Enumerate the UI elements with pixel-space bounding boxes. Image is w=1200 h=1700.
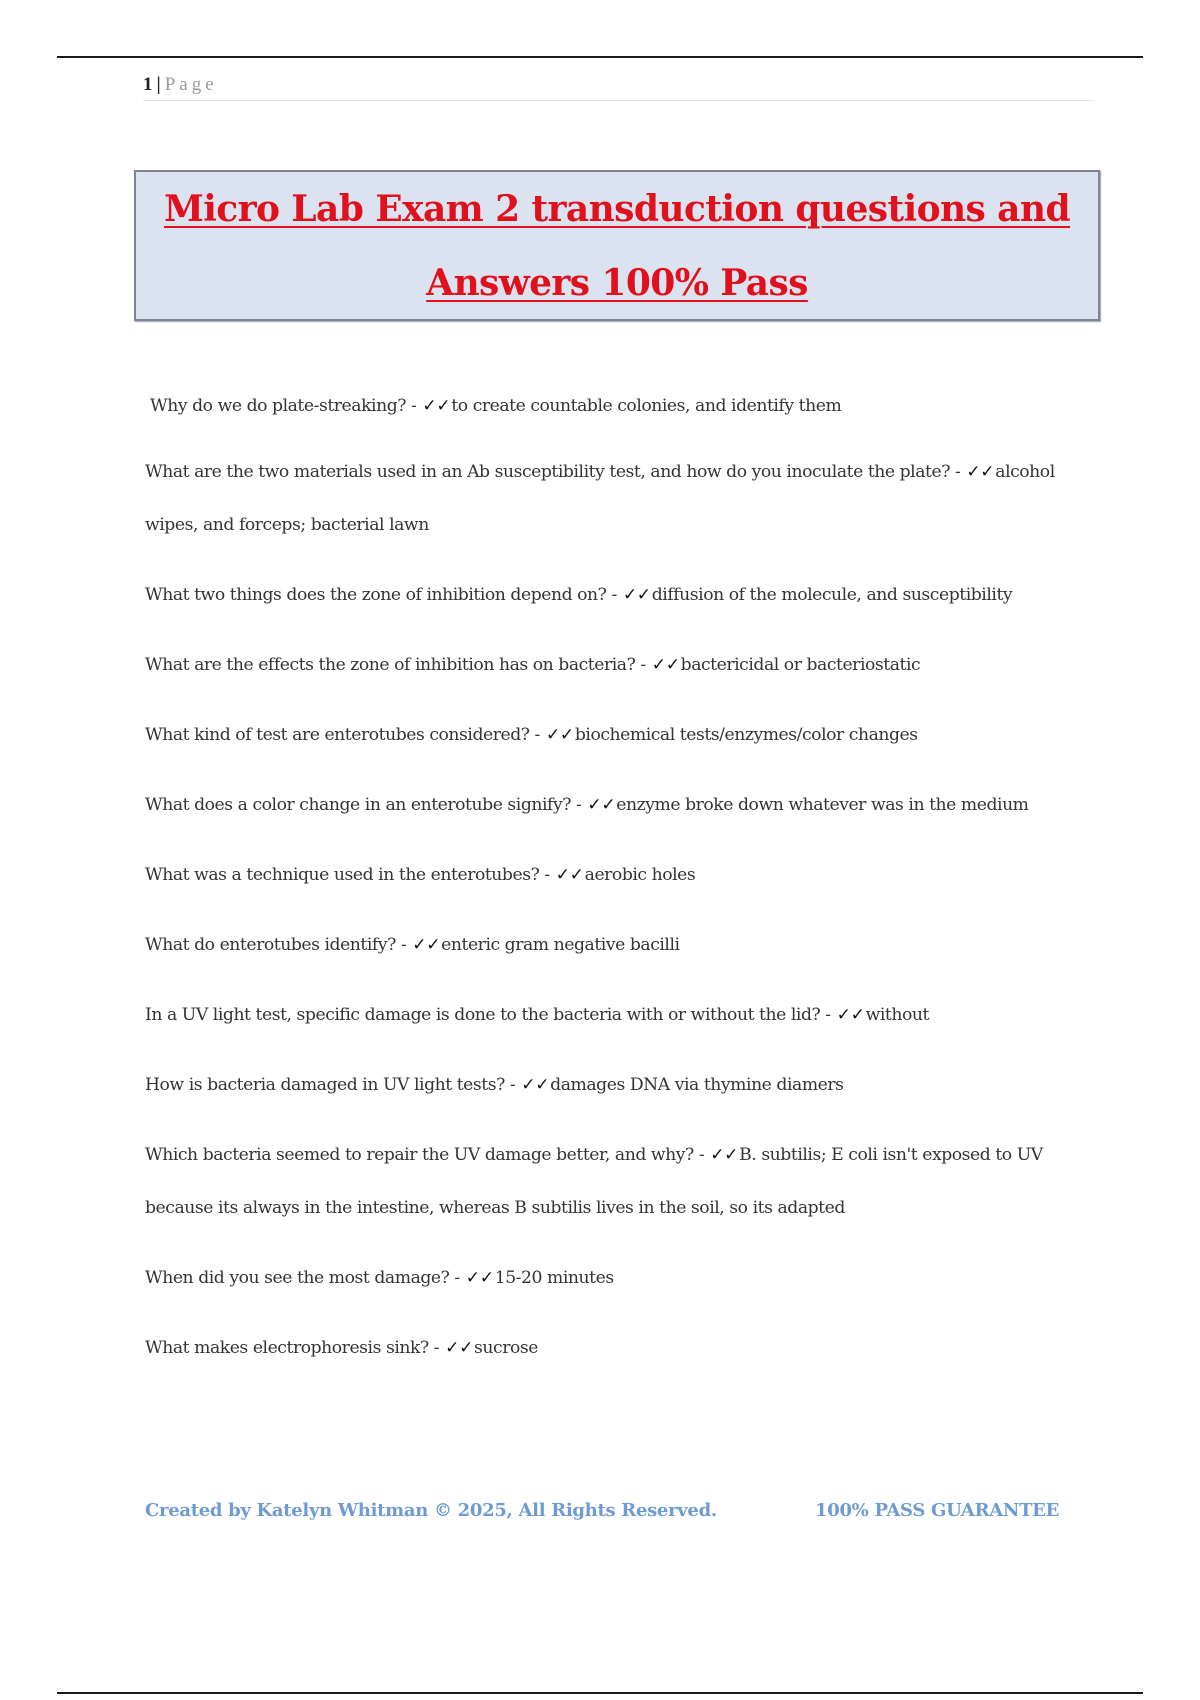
double-check-icon: ✓✓: [555, 865, 584, 885]
page-header: [143, 72, 1093, 101]
question-text: In a UV light test, specific damage is done to the bacteria with or without the lid? -: [145, 1005, 836, 1025]
double-check-icon: ✓✓: [445, 1338, 474, 1358]
answer-text: enteric gram negative bacilli: [441, 935, 680, 955]
title-box: [134, 170, 1100, 321]
guarantee-text: 100% PASS GUARANTEE: [815, 1500, 1059, 1521]
question-text: Why do we do plate-streaking? -: [150, 396, 422, 416]
answer-text: diffusion of the molecule, and susceptibility: [651, 585, 1013, 605]
question-text: What are the two materials used in an Ab susceptibility test, and how do you inoculate the plate? -: [145, 462, 966, 482]
question-text: What are the effects the zone of inhibition has on bacteria? -: [145, 655, 651, 675]
question-text: What was a technique used in the enterotubes? -: [145, 865, 555, 885]
page-separator: |: [156, 74, 161, 95]
qa-item: [145, 639, 1105, 692]
qa-item: [145, 989, 1105, 1042]
double-check-icon: ✓✓: [587, 795, 616, 815]
qa-item: [145, 709, 1105, 762]
top-rule: [57, 56, 1143, 58]
qa-item: [145, 1252, 1105, 1305]
double-check-icon: ✓✓: [521, 1075, 550, 1095]
answer-text: without: [865, 1005, 929, 1025]
answer-text: B. subtilis; E coli isn't exposed to UV because its always in the intestine, whereas B subtilis lives in the soil, so its adapted: [145, 1145, 1043, 1218]
qa-item: [145, 779, 1105, 832]
double-check-icon: ✓✓: [422, 396, 451, 416]
qa-item: [145, 919, 1105, 972]
answer-text: sucrose: [474, 1338, 538, 1358]
question-text: What kind of test are enterotubes considered? -: [145, 725, 545, 745]
answer-text: aerobic holes: [584, 865, 696, 885]
question-text: What does a color change in an enterotube signify? -: [145, 795, 587, 815]
answer-text: to create countable colonies, and identify them: [451, 396, 842, 416]
double-check-icon: ✓✓: [966, 462, 995, 482]
question-text: Which bacteria seemed to repair the UV damage better, and why? -: [145, 1145, 710, 1165]
question-text: How is bacteria damaged in UV light tests? -: [145, 1075, 521, 1095]
copyright-text: Created by Katelyn Whitman © 2025, All Rights Reserved.: [145, 1500, 717, 1521]
double-check-icon: ✓✓: [465, 1268, 494, 1288]
qa-item: [145, 1129, 1105, 1235]
double-check-icon: ✓✓: [545, 725, 574, 745]
answer-text: damages DNA via thymine diamers: [550, 1075, 844, 1095]
qa-item: [145, 380, 1105, 433]
question-text: What makes electrophoresis sink? -: [145, 1338, 445, 1358]
double-check-icon: ✓✓: [710, 1145, 739, 1165]
answer-text: alcohol wipes, and forceps; bacterial lawn: [145, 462, 1055, 535]
answer-text: biochemical tests/enzymes/color changes: [574, 725, 918, 745]
answer-text: enzyme broke down whatever was in the medium: [616, 795, 1029, 815]
document-title-line-2: Answers 100% Pass: [426, 262, 808, 304]
answer-text: 15-20 minutes: [494, 1268, 614, 1288]
page-number: 1: [143, 74, 153, 95]
qa-item: [145, 569, 1105, 622]
double-check-icon: ✓✓: [836, 1005, 865, 1025]
question-text: What do enterotubes identify? -: [145, 935, 412, 955]
question-text: What two things does the zone of inhibition depend on? -: [145, 585, 622, 605]
qa-item: [145, 849, 1105, 902]
double-check-icon: ✓✓: [651, 655, 680, 675]
page-label: Page: [164, 74, 218, 95]
qa-list: [145, 380, 1105, 1392]
qa-item: [145, 446, 1105, 552]
double-check-icon: ✓✓: [622, 585, 651, 605]
bottom-rule: [57, 1692, 1143, 1694]
double-check-icon: ✓✓: [412, 935, 441, 955]
qa-item: [145, 1059, 1105, 1112]
qa-item: [145, 1322, 1105, 1375]
question-text: When did you see the most damage? -: [145, 1268, 465, 1288]
document-title-line-1: Micro Lab Exam 2 transduction questions and: [163, 188, 1071, 230]
answer-text: bactericidal or bacteriostatic: [680, 655, 921, 675]
